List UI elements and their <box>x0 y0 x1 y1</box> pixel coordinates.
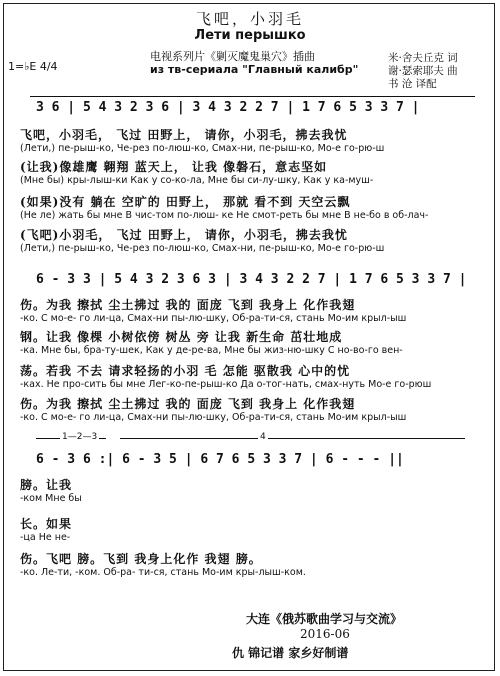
lyric-ru-3-3: -ко. Ле-ти, -ком. Об-ра- ти-ся, стань Мо-им кры-лыш-ком. <box>20 567 306 578</box>
notation-line-1: 3 6 | 5 4 3 2 3 6 | 3 4 3 2 2 7 | 1 7 6 5 3 3 7 | <box>36 100 420 115</box>
credits <box>388 52 458 91</box>
lyric-cn-3-3: 伤。飞吧 膀。飞到 我身上化作 我翅 膀。 <box>20 552 262 566</box>
lyric-ru-1-2: (Мне бы) кры-лыш-ки Как у со-ко-ла, Мне бы си-лу-шку, Как у ка-муш- <box>20 175 374 186</box>
lyric-cn-1-3: (如果)没有 躺在 空旷的 田野上， 那就 看不到 天空云飘 <box>20 195 351 209</box>
volta-1-label: 1—2—3 <box>62 432 98 442</box>
staff-rule-1 <box>30 96 475 97</box>
credit-composer: 谢·瑟索耶夫 曲 <box>388 65 458 77</box>
subtitle-russian: из тв-сериала "Главный калибр" <box>150 63 359 76</box>
notation-line-2: 6 - 3 3 | 5 4 3 2 3 6 3 | 3 4 3 2 2 7 | 1 7 6 5 3 3 7 | <box>36 272 467 287</box>
song-title-chinese: 飞吧，小羽毛 <box>195 10 304 28</box>
song-title-russian: Лети перышко <box>194 28 306 43</box>
subtitle-chinese: 电视系列片《剿灭魔鬼巢穴》插曲 <box>150 50 315 63</box>
credit-translator: 书 沧 译配 <box>388 78 437 90</box>
lyric-cn-2-4: 伤。为我 擦拭 尘土拂过 我的 面庞 飞到 我身上 化作我翅 <box>20 397 356 411</box>
lyric-ru-2-1: -ко. С мо-е- го ли-ца, Смах-ни пы-лю-шку, Об-ра-ти-ся, стань Мо-им крыл-ыш <box>20 313 407 324</box>
lyric-ru-2-4: -ко. С мо-е- го ли-ца, Смах-ни пы-лю-шку, Об-ра-ти-ся, стань Мо-им крыл-ыш <box>20 412 407 423</box>
footer-date: 2016-06 <box>300 627 350 641</box>
lyric-cn-2-3: 荡。若我 不去 请求轻扬的小羽 毛 怎能 驱散我 心中的忧 <box>20 364 351 378</box>
footer-transcriber: 仇 锦记谱 家乡好制谱 <box>232 646 349 660</box>
lyric-cn-1-4: (飞吧)小羽毛， 飞过 田野上， 请你，小羽毛，拂去我忧 <box>20 228 348 242</box>
lyric-ru-3-2: -ца Не не- <box>20 532 71 543</box>
lyric-cn-3-2: 长。如果 <box>20 517 73 531</box>
lyric-cn-1-1: 飞吧，小羽毛， 飞过 田野上， 请你，小羽毛，拂去我忧 <box>20 128 348 142</box>
footer-source: 大连《俄苏歌曲学习与交流》 <box>246 612 403 626</box>
lyric-cn-3-1: 膀。让我 <box>20 478 73 492</box>
lyric-ru-1-4: (Лети,) пе-рыш-ко, Че-рез по-люш-ко, Смах-ни, пе-рыш-ко, Мо-е го-рю-ш <box>20 243 385 254</box>
lyric-ru-1-3: (Не ле) жать бы мне В чис-том по-люш- ке Не смот-реть бы мне В не-бо в об-лач- <box>20 210 429 221</box>
lyric-cn-2-1: 伤。为我 擦拭 尘土拂过 我的 面庞 飞到 我身上 化作我翅 <box>20 298 356 312</box>
volta-2-bracket <box>120 438 465 439</box>
notation-line-3: 6 - 3 6 :| 6 - 3 5 | 6 7 6 5 3 3 7 | 6 - - - || <box>36 452 404 467</box>
key-signature: 1=♭E 4/4 <box>8 60 58 73</box>
lyric-ru-2-2: -ка. Мне бы, бра-ту-шек, Как у де-ре-ва, Мне бы жиз-ню-шку С но-во-го вен- <box>20 345 403 356</box>
lyric-ru-3-1: -ком Мне бы <box>20 493 82 504</box>
volta-2-label: 4 <box>260 432 266 442</box>
lyric-ru-1-1: (Лети,) пе-рыш-ко, Че-рез по-люш-ко, Смах-ни, пе-рыш-ко, Мо-е го-рю-ш <box>20 143 385 154</box>
lyric-cn-2-2: 钢。让我 像棵 小树依傍 树丛 旁 让我 新生命 茁壮地成 <box>20 330 343 344</box>
credit-lyricist: 米·舍夫丘克 词 <box>388 52 458 64</box>
lyric-ru-2-3: -ках. Не про-сить бы мне Лег-ко-пе-рыш-ко Да о-тог-нать, смах-нуть Мо-е го-рюш <box>20 379 432 390</box>
lyric-cn-1-2: (让我)像雄鹰 翱翔 蓝天上， 让我 像磐石，意志坚如 <box>20 160 328 174</box>
